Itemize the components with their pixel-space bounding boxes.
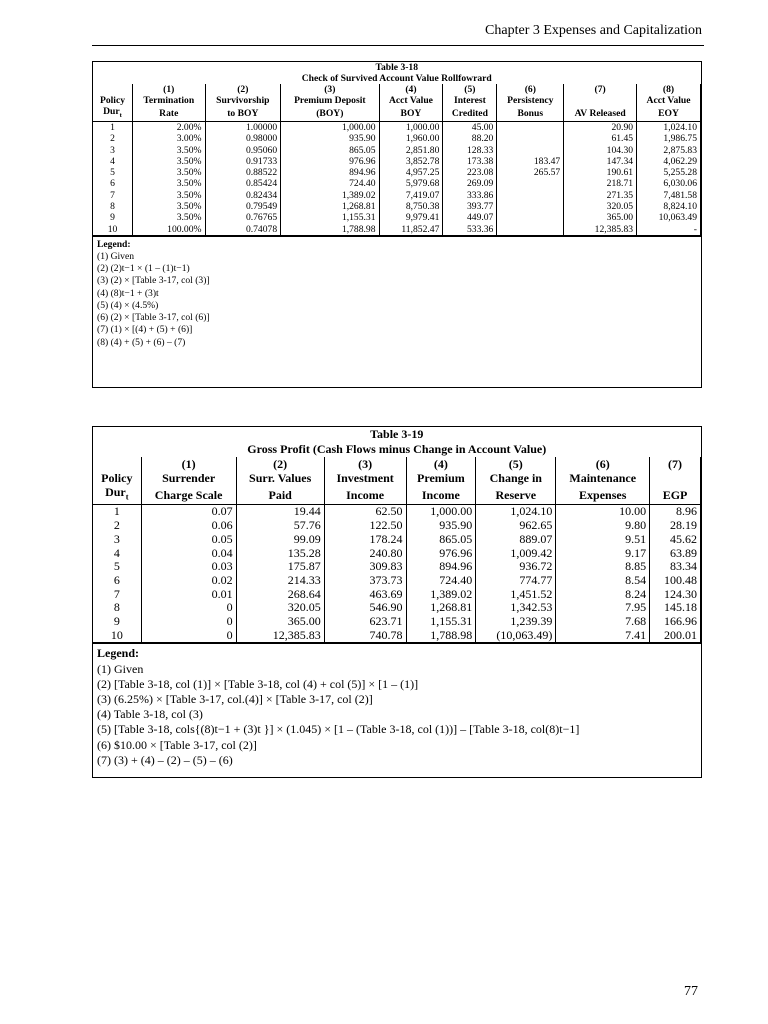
value-cell: 135.28: [236, 547, 324, 561]
value-cell: 61.45: [564, 133, 637, 144]
column-number: (6): [556, 457, 650, 471]
legend-item: (7) (1) × [(4) + (5) + (6)]: [97, 324, 193, 336]
value-cell: 1,024.10: [476, 505, 556, 519]
value-cell: [497, 212, 564, 223]
column-header: Surr. Values: [236, 471, 324, 485]
duration-cell: 2: [113, 518, 120, 533]
column-number: (5): [476, 457, 556, 471]
value-cell: 178.24: [324, 533, 406, 547]
value-cell: 9.17: [556, 547, 650, 561]
duration-cell: 9: [113, 614, 120, 629]
column-header: EGP: [650, 485, 701, 505]
value-cell: 9.51: [556, 533, 650, 547]
value-cell: 7.68: [556, 615, 650, 629]
legend-item: (6) $10.00 × [Table 3-17, col (2)]: [97, 737, 257, 752]
value-cell: 190.61: [564, 167, 637, 178]
value-cell: 865.05: [281, 145, 379, 156]
table-3-19-number: Table 3-19: [370, 427, 424, 441]
legend-item: (5) [Table 3-18, cols{(8)t−1 + (3)t }] × (1.045) × [1 – (Table 3-18, col (1))] – [Table 3-18, col(8)t−1]: [97, 722, 580, 737]
table-3-18: [92, 61, 702, 388]
duration-subscript: t: [119, 111, 122, 119]
column-number: (2): [205, 84, 281, 95]
table-row: [93, 178, 701, 189]
column-number: (2): [236, 457, 324, 471]
value-cell: 3.50%: [133, 145, 205, 156]
column-header: Interest: [443, 95, 497, 106]
column-header: Investment: [324, 471, 406, 485]
duration-cell: 5: [110, 167, 115, 179]
duration-cell: 1: [110, 121, 115, 133]
value-cell: 309.83: [324, 560, 406, 574]
value-cell: 145.18: [650, 601, 701, 615]
duration-cell: 10: [93, 629, 141, 643]
value-cell: 124.30: [650, 588, 701, 602]
column-header: Income: [406, 485, 476, 505]
value-cell: 8.85: [556, 560, 650, 574]
table-row: [93, 519, 701, 533]
value-cell: 183.47: [497, 156, 564, 167]
value-cell: 1,000.00: [379, 121, 443, 133]
value-cell: 5,979.68: [379, 178, 443, 189]
value-cell: 1,342.53: [476, 601, 556, 615]
value-cell: 2,875.83: [637, 145, 701, 156]
value-cell: 0.91733: [205, 156, 281, 167]
column-number: (6): [497, 84, 564, 95]
column-header: Rate: [133, 106, 205, 121]
value-cell: 104.30: [564, 145, 637, 156]
value-cell: 9.80: [556, 519, 650, 533]
value-cell: 0.02: [141, 574, 236, 588]
table-row: [93, 533, 701, 547]
table-3-18-title: Check of Survived Account Value Rollfowrard: [301, 73, 492, 84]
value-cell: 45.62: [650, 533, 701, 547]
value-cell: 200.01: [650, 629, 701, 643]
value-cell: 546.90: [324, 601, 406, 615]
table-row: [93, 574, 701, 588]
value-cell: 1,788.98: [406, 629, 476, 643]
column-header: AV Released: [564, 106, 637, 121]
column-header: BOY: [379, 106, 443, 121]
value-cell: 894.96: [281, 167, 379, 178]
value-cell: 173.38: [443, 156, 497, 167]
legend-item: (8) (4) + (5) + (6) – (7): [97, 336, 186, 348]
value-cell: [497, 224, 564, 236]
value-cell: [497, 133, 564, 144]
value-cell: 5,255.28: [637, 167, 701, 178]
value-cell: [497, 145, 564, 156]
value-cell: 268.64: [236, 588, 324, 602]
value-cell: 11,852.47: [379, 224, 443, 236]
column-number: (7): [564, 84, 637, 95]
column-number-blank: [93, 457, 141, 471]
legend-item: (1) Given: [97, 661, 144, 676]
value-cell: 57.76: [236, 519, 324, 533]
legend-item: (7) (3) + (4) – (2) – (5) – (6): [97, 752, 233, 767]
legend-item: (3) (6.25%) × [Table 3-17, col.(4)] × [Table 3-17, col (2)]: [97, 692, 373, 707]
value-cell: 218.71: [564, 178, 637, 189]
value-cell: 1,155.31: [281, 212, 379, 223]
legend-item: (1) Given: [97, 251, 135, 263]
table-row: [93, 156, 701, 167]
value-cell: 28.19: [650, 519, 701, 533]
table-row: [93, 615, 701, 629]
value-cell: 1,788.98: [281, 224, 379, 236]
duration-cell: 6: [110, 178, 115, 190]
value-cell: 333.86: [443, 190, 497, 201]
value-cell: 0.88522: [205, 167, 281, 178]
value-cell: (10,063.49): [476, 629, 556, 643]
value-cell: 936.72: [476, 560, 556, 574]
value-cell: 1,000.00: [281, 121, 379, 133]
duration-cell: 8: [110, 200, 115, 212]
value-cell: [497, 178, 564, 189]
value-cell: 1,024.10: [637, 121, 701, 133]
column-header: EOY: [637, 106, 701, 121]
value-cell: 865.05: [406, 533, 476, 547]
value-cell: 100.48: [650, 574, 701, 588]
table-row: [93, 133, 701, 144]
value-cell: 19.44: [236, 505, 324, 519]
value-cell: 265.57: [497, 167, 564, 178]
value-cell: 1,389.02: [406, 588, 476, 602]
value-cell: 99.09: [236, 533, 324, 547]
duration-cell: 9: [110, 212, 115, 224]
table-3-19-title: Gross Profit (Cash Flows minus Change in Account Value): [247, 442, 547, 456]
legend-item: (5) (4) × (4.5%): [97, 299, 159, 311]
value-cell: 0.85424: [205, 178, 281, 189]
value-cell: 9,979.41: [379, 212, 443, 223]
duration-cell: 1: [113, 504, 120, 519]
table-row: [93, 629, 701, 643]
column-header: Maintenance: [556, 471, 650, 485]
legend-item: (4) Table 3-18, col (3): [97, 707, 203, 722]
value-cell: 8.24: [556, 588, 650, 602]
column-header: Policy: [99, 95, 126, 106]
duration-cell: 4: [110, 155, 115, 167]
value-cell: 166.96: [650, 615, 701, 629]
value-cell: 3.50%: [133, 201, 205, 212]
duration-cell: 7: [113, 586, 120, 601]
value-cell: 3.00%: [133, 133, 205, 144]
value-cell: 320.05: [564, 201, 637, 212]
value-cell: 8.54: [556, 574, 650, 588]
value-cell: 8.96: [650, 505, 701, 519]
value-cell: 7,419.07: [379, 190, 443, 201]
column-header: Paid: [236, 485, 324, 505]
legend-item: (2) [Table 3-18, col (1)] × [Table 3-18, col (4) + col (5)] × [1 – (1)]: [97, 676, 419, 691]
duration-cell: 7: [110, 189, 115, 201]
value-cell: 62.50: [324, 505, 406, 519]
value-cell: 12,385.83: [564, 224, 637, 236]
table-row: [93, 190, 701, 201]
column-header: to BOY: [205, 106, 281, 121]
column-number: (5): [443, 84, 497, 95]
value-cell: 12,385.83: [236, 629, 324, 643]
value-cell: 3.50%: [133, 156, 205, 167]
value-cell: 271.35: [564, 190, 637, 201]
value-cell: 0.05: [141, 533, 236, 547]
value-cell: 623.71: [324, 615, 406, 629]
value-cell: 320.05: [236, 601, 324, 615]
value-cell: 1,268.81: [406, 601, 476, 615]
duration-cell: 10: [93, 224, 133, 236]
column-header: Premium: [406, 471, 476, 485]
column-header: Dur$_t$: [93, 485, 141, 505]
value-cell: 3.50%: [133, 212, 205, 223]
value-cell: 1.00000: [205, 121, 281, 133]
value-cell: 8,750.38: [379, 201, 443, 212]
value-cell: 0.98000: [205, 133, 281, 144]
value-cell: 10,063.49: [637, 212, 701, 223]
value-cell: 122.50: [324, 519, 406, 533]
value-cell: 175.87: [236, 560, 324, 574]
value-cell: 365.00: [236, 615, 324, 629]
value-cell: 373.73: [324, 574, 406, 588]
value-cell: 128.33: [443, 145, 497, 156]
value-cell: 1,239.39: [476, 615, 556, 629]
value-cell: 976.96: [281, 156, 379, 167]
value-cell: 0.74078: [205, 224, 281, 236]
duration-subscript: t: [125, 492, 129, 502]
value-cell: 6,030.06: [637, 178, 701, 189]
column-number: (1): [141, 457, 236, 471]
value-cell: 10.00: [556, 505, 650, 519]
value-cell: 8,824.10: [637, 201, 701, 212]
duration-cell: 8: [113, 600, 120, 615]
column-header: Expenses: [556, 485, 650, 505]
legend-title: Legend:: [97, 238, 131, 250]
legend-item: (4) (8)t−1 + (3)t: [97, 287, 159, 299]
value-cell: 0.82434: [205, 190, 281, 201]
column-header: Persistency: [497, 95, 564, 106]
column-header: (BOY): [281, 106, 379, 121]
column-number: (3): [324, 457, 406, 471]
value-cell: 449.07: [443, 212, 497, 223]
column-number: (4): [379, 84, 443, 95]
duration-cell: 3: [110, 144, 115, 156]
value-cell: 3.50%: [133, 167, 205, 178]
table-3-18-number: Table 3-18: [375, 62, 419, 73]
duration-cell: 4: [113, 545, 120, 560]
table-row: [93, 588, 701, 602]
value-cell: 889.07: [476, 533, 556, 547]
value-cell: [497, 190, 564, 201]
duration-cell: 5: [113, 559, 120, 574]
value-cell: 2.00%: [133, 121, 205, 133]
value-cell: 774.77: [476, 574, 556, 588]
table-3-19-legend: [93, 643, 701, 770]
value-cell: [497, 121, 564, 133]
column-number: (7): [650, 457, 701, 471]
value-cell: 269.09: [443, 178, 497, 189]
value-cell: 0: [141, 615, 236, 629]
legend-title: Legend:: [97, 646, 139, 661]
column-number: (8): [637, 84, 701, 95]
value-cell: 0.95060: [205, 145, 281, 156]
table-row: [93, 145, 701, 156]
column-number: (1): [133, 84, 205, 95]
column-number: (4): [406, 457, 476, 471]
legend-item: (3) (2) × [Table 3-17, col (3)]: [97, 275, 210, 287]
value-cell: 7.95: [556, 601, 650, 615]
value-cell: 740.78: [324, 629, 406, 643]
value-cell: 0.79549: [205, 201, 281, 212]
value-cell: 0.76765: [205, 212, 281, 223]
table-row: [93, 601, 701, 615]
table-3-19: [92, 426, 702, 778]
value-cell: 1,000.00: [406, 505, 476, 519]
value-cell: 1,389.02: [281, 190, 379, 201]
page-number: 77: [684, 984, 698, 999]
column-header: Surrender: [141, 471, 236, 485]
column-header: Policy: [101, 471, 133, 485]
value-cell: 935.90: [281, 133, 379, 144]
value-cell: 0.04: [141, 547, 236, 561]
value-cell: 1,155.31: [406, 615, 476, 629]
value-cell: 1,451.52: [476, 588, 556, 602]
value-cell: -: [637, 224, 701, 236]
value-cell: 533.36: [443, 224, 497, 236]
table-row: [93, 547, 701, 561]
value-cell: 894.96: [406, 560, 476, 574]
table-row: [93, 505, 701, 519]
value-cell: 0: [141, 629, 236, 643]
value-cell: 962.65: [476, 519, 556, 533]
column-number-blank: [93, 84, 133, 95]
table-row: [93, 201, 701, 212]
value-cell: 365.00: [564, 212, 637, 223]
table-row: [93, 212, 701, 223]
value-cell: 1,986.75: [637, 133, 701, 144]
column-number: (3): [281, 84, 379, 95]
duration-cell: 6: [113, 572, 120, 587]
column-header: [564, 95, 637, 106]
column-header: Change in: [476, 471, 556, 485]
value-cell: 4,957.25: [379, 167, 443, 178]
column-header: [650, 471, 701, 485]
value-cell: 147.34: [564, 156, 637, 167]
value-cell: 83.34: [650, 560, 701, 574]
value-cell: 0.07: [141, 505, 236, 519]
value-cell: 393.77: [443, 201, 497, 212]
value-cell: 1,960.00: [379, 133, 443, 144]
value-cell: 88.20: [443, 133, 497, 144]
duration-cell: 3: [113, 531, 120, 546]
table-row: [93, 224, 701, 236]
column-header: Bonus: [497, 106, 564, 121]
value-cell: 0.01: [141, 588, 236, 602]
table-row: [93, 121, 701, 133]
value-cell: 7.41: [556, 629, 650, 643]
column-header: Reserve: [476, 485, 556, 505]
column-header: Charge Scale: [141, 485, 236, 505]
value-cell: 3.50%: [133, 178, 205, 189]
column-header: Termination: [133, 95, 205, 106]
column-header: Credited: [443, 106, 497, 121]
value-cell: 724.40: [281, 178, 379, 189]
value-cell: 2,851.80: [379, 145, 443, 156]
value-cell: 223.08: [443, 167, 497, 178]
value-cell: 4,062.29: [637, 156, 701, 167]
column-header: Dur$_t$: [93, 106, 133, 121]
value-cell: 463.69: [324, 588, 406, 602]
value-cell: 240.80: [324, 547, 406, 561]
value-cell: 0: [141, 601, 236, 615]
legend-item: (6) (2) × [Table 3-17, col (6)]: [97, 312, 210, 324]
value-cell: 1,009.42: [476, 547, 556, 561]
column-header: Survivorship: [205, 95, 281, 106]
value-cell: 20.90: [564, 121, 637, 133]
table-3-18-legend: [93, 236, 701, 351]
table-3-19-grid: [93, 427, 701, 643]
value-cell: 3.50%: [133, 190, 205, 201]
value-cell: 0.06: [141, 519, 236, 533]
value-cell: 100.00%: [133, 224, 205, 236]
value-cell: 0.03: [141, 560, 236, 574]
value-cell: 45.00: [443, 121, 497, 133]
header-rule: [92, 45, 704, 46]
value-cell: [497, 201, 564, 212]
value-cell: 935.90: [406, 519, 476, 533]
value-cell: 3,852.78: [379, 156, 443, 167]
value-cell: 7,481.58: [637, 190, 701, 201]
chapter-title: Chapter 3 Expenses and Capitalization: [485, 23, 702, 38]
column-header: Acct Value: [379, 95, 443, 106]
legend-item: (2) (2)t−1 × (1 – (1)t−1): [97, 263, 190, 275]
value-cell: 214.33: [236, 574, 324, 588]
column-header: Acct Value: [637, 95, 701, 106]
column-header: Premium Deposit: [281, 95, 379, 106]
table-row: [93, 560, 701, 574]
value-cell: 1,268.81: [281, 201, 379, 212]
table-row: [93, 167, 701, 178]
value-cell: 976.96: [406, 547, 476, 561]
duration-cell: 2: [110, 133, 115, 145]
value-cell: 63.89: [650, 547, 701, 561]
column-header: Income: [324, 485, 406, 505]
table-3-18-grid: [93, 62, 701, 236]
value-cell: 724.40: [406, 574, 476, 588]
